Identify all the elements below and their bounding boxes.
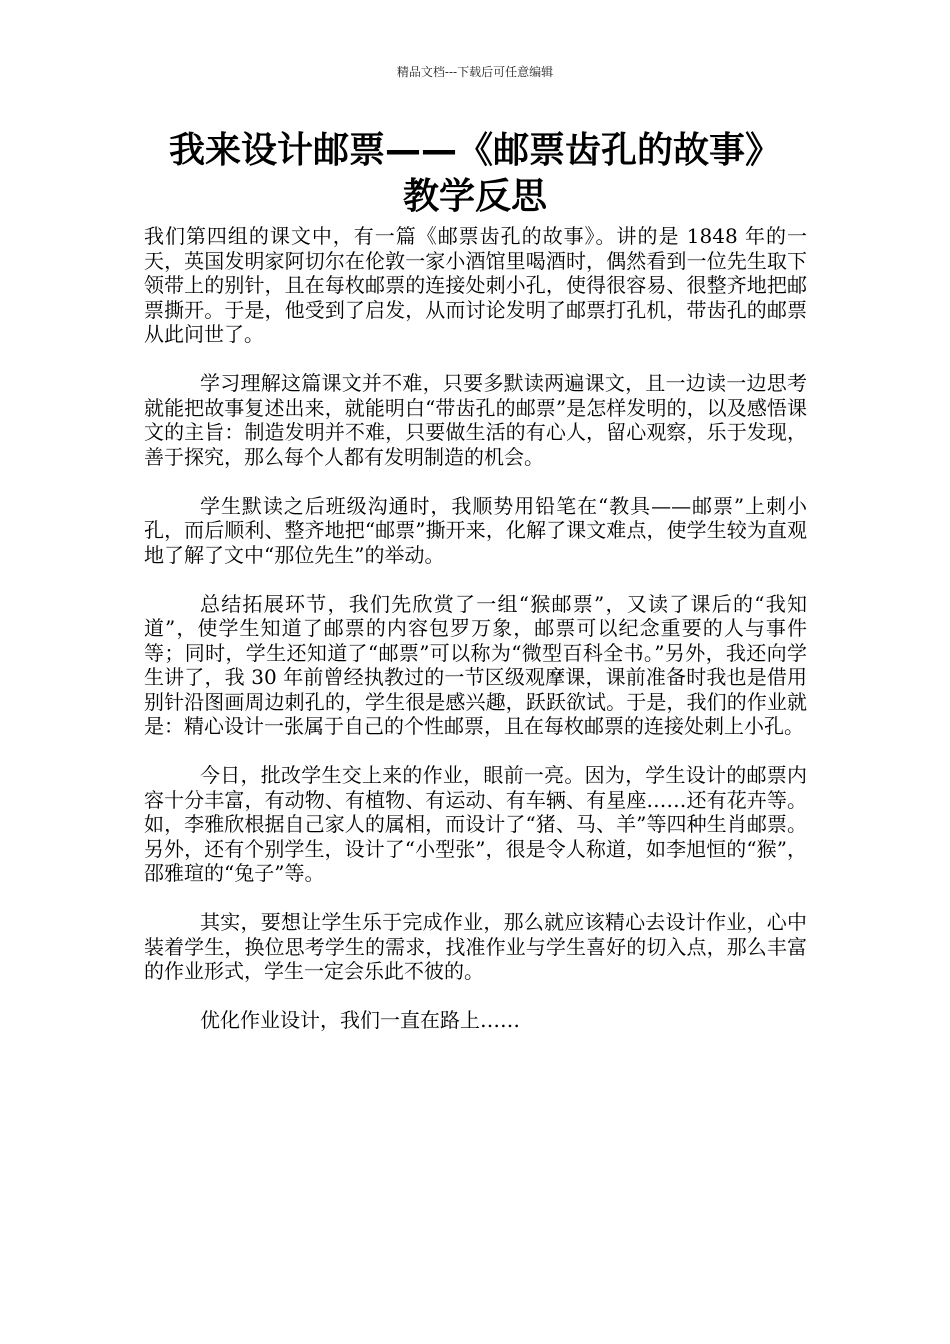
document-title bbox=[140, 128, 810, 220]
paragraph-homework-review: 今日，批改学生交上来的作业，眼前一亮。因为，学生设计的邮票内容十分丰富，有动物、有植物、有运动、有车辆、有星座……还有花卉等。如，李雅欣根据自己家人的属相，而设计了“猪、马、羊”等四种生肖邮票。另外，还有个别学生，设计了“小型张”，很是令人称道，如李旭恒的“猴”，邵雅瑄的“兔子”等。 bbox=[144, 763, 807, 885]
document-title-line-2: 教学反思 bbox=[402, 176, 547, 217]
document-title-line-1: 我来设计邮票——《邮票齿孔的故事》 bbox=[168, 130, 781, 171]
page-header-note: 精品文档---下载后可任意编辑 bbox=[396, 65, 554, 79]
paragraph-extension: 总结拓展环节，我们先欣赏了一组“猴邮票”，又读了课后的“我知道”，使学生知道了邮票的内容包罗万象，邮票可以纪念重要的人与事件等；同时，学生还知道了“邮票”可以称为“微型百科全书。”另外，我还向学生讲了，我 30 年前曾经执教过的一节区级观摩课，课前准备时我也是借用别针沿图画周边刺孔的，学生很是感兴趣，跃跃欲试。于是，我们的作业就是：精心设计一张属于自己的个性邮票，且在每枚邮票的连接处刺上小孔。 bbox=[144, 591, 807, 738]
paragraph-intro: 我们第四组的课文中，有一篇《邮票齿孔的故事》。讲的是 1848 年的一天，英国发明家阿切尔在伦敦一家小酒馆里喝酒时，偶然看到一位先生取下领带上的别针，且在每枚邮票的连接处刺小孔，使得很容易、很整齐地把邮票撕开。于是，他受到了启发，从而讨论发明了邮票打孔机，带齿孔的邮票从此问世了。 bbox=[144, 224, 807, 346]
paragraph-closing: 优化作业设计，我们一直在路上…… bbox=[200, 1008, 520, 1032]
document-body bbox=[144, 224, 807, 1057]
paragraph-understanding: 学习理解这篇课文并不难，只要多默读两遍课文，且一边读一边思考就能把故事复述出来，就能明白“带齿孔的邮票”是怎样发明的，以及感悟课文的主旨：制造发明并不难，只要做生活的有心人，留心观察，乐于发现，善于探究，那么每个人都有发明制造的机会。 bbox=[144, 371, 807, 469]
paragraph-reflection: 其实，要想让学生乐于完成作业，那么就应该精心去设计作业，心中装着学生，换位思考学生的需求，找准作业与学生喜好的切入点，那么丰富的作业形式，学生一定会乐此不彼的。 bbox=[144, 910, 807, 983]
paragraph-demonstration: 学生默读之后班级沟通时，我顺势用铅笔在“教具——邮票”上刺小孔，而后顺利、整齐地把“邮票”撕开来，化解了课文难点，使学生较为直观地了解了文中“那位先生”的举动。 bbox=[144, 493, 807, 567]
